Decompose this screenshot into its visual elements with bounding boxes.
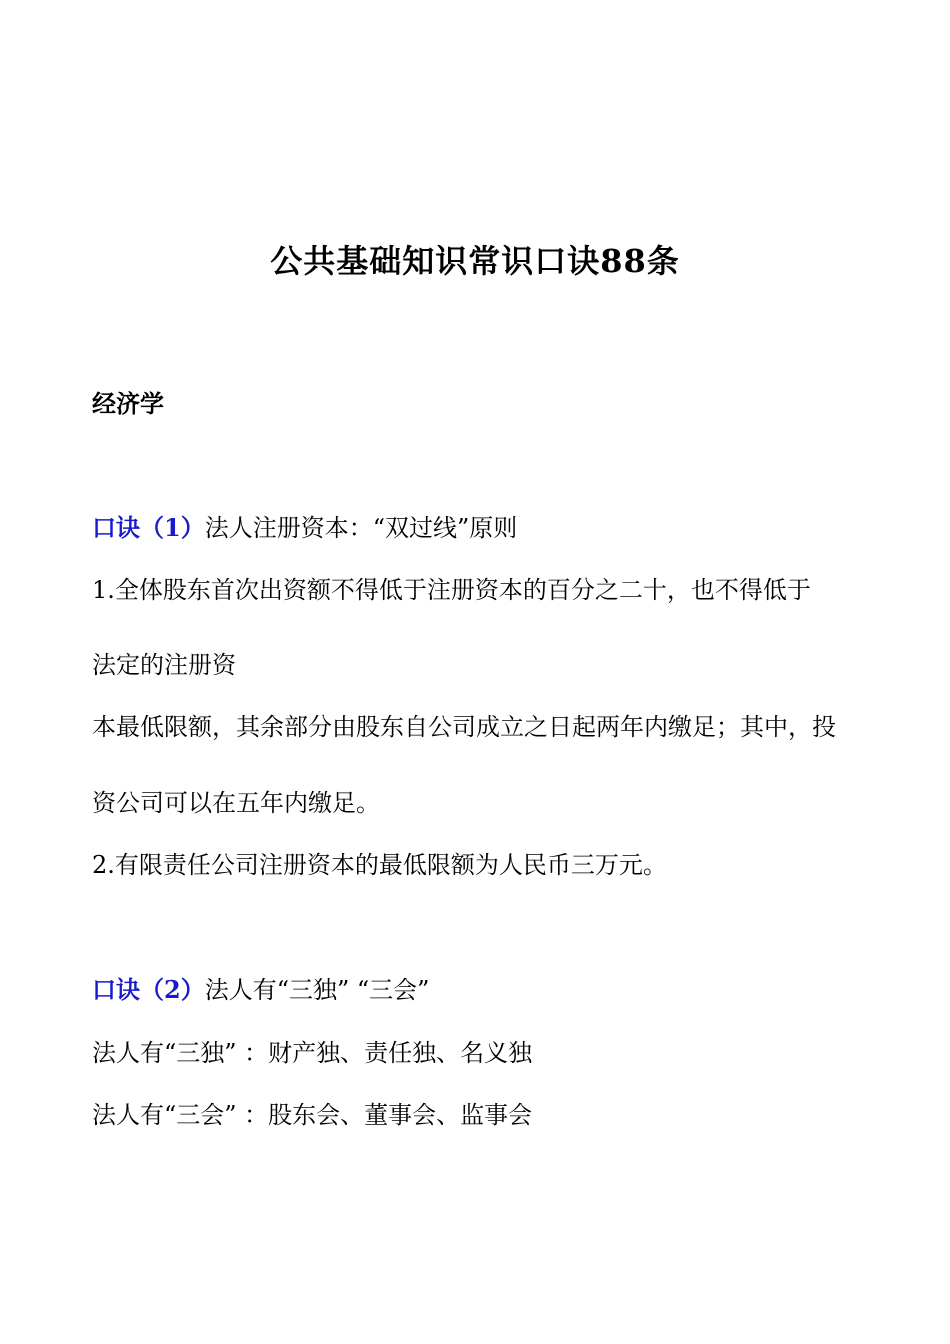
body-line: 法人有“三会” ：股东会、董事会、监事会 <box>92 1101 533 1129</box>
body-line: 本最低限额，其余部分由股东自公司成立之日起两年内缴足；其中，投 <box>92 713 836 741</box>
body-line: 资公司可以在五年内缴足。 <box>92 789 380 817</box>
item-title: 法人有“三独” “三会” <box>204 976 430 1004</box>
item-heading <box>92 508 517 543</box>
item-heading <box>92 970 429 1005</box>
item-label: 口诀（2） <box>92 975 205 1004</box>
body-line: 法人有“三独” ：财产独、责任独、名义独 <box>92 1039 533 1067</box>
item-label: 口诀（1） <box>92 513 205 542</box>
body-line: 1.全体股东首次出资额不得低于注册资本的百分之二十，也不得低于 <box>92 576 811 604</box>
page-title: 公共基础知识常识口诀88条 <box>270 242 680 280</box>
item-title: 法人注册资本：“双过线”原则 <box>204 514 518 542</box>
body-line: 2.有限责任公司注册资本的最低限额为人民币三万元。 <box>92 851 667 879</box>
section-heading: 经济学 <box>92 389 164 418</box>
body-line: 法定的注册资 <box>92 651 236 679</box>
